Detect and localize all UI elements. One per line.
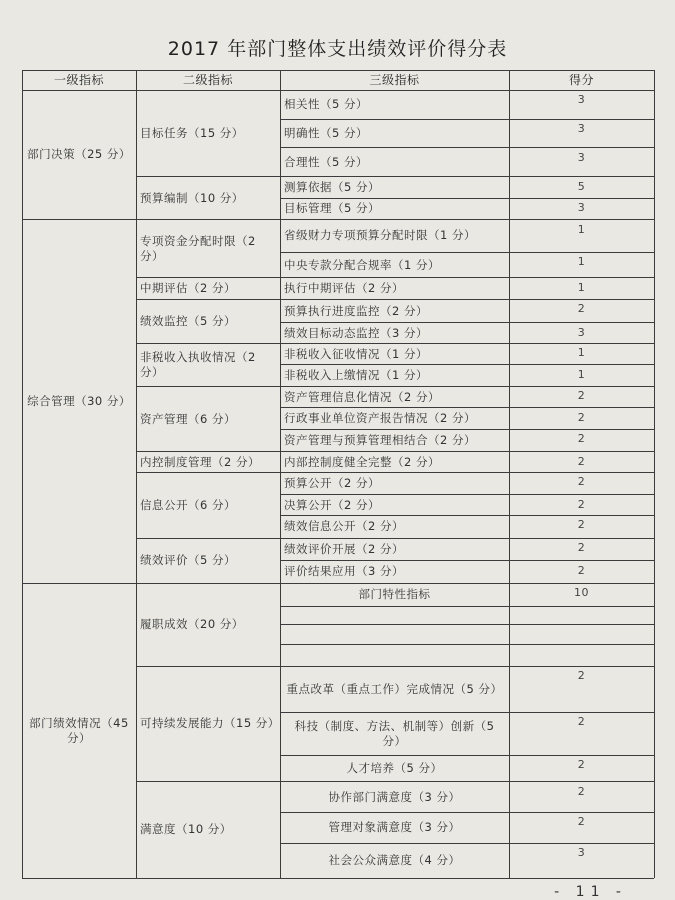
level2-indicator-text: 满意度（10 分） [140,822,232,837]
grid-line-vertical [509,583,510,607]
score-value [509,755,654,782]
score-value-text: 2 [577,563,586,577]
level2-indicator [136,278,280,300]
level2-indicator [136,538,280,583]
score-value-text: 1 [577,255,586,269]
score-value [509,583,654,607]
score-value [509,365,654,387]
header-level1 [22,70,136,90]
level3-indicator-text: 中央专款分配合规率（1 分） [284,257,440,272]
score-value-text: 3 [577,325,586,339]
grid-line-vertical [509,429,510,452]
level3-indicator-text: 明确性（5 分） [284,125,368,140]
level3-indicator [280,148,509,177]
score-value [509,119,654,148]
score-value [509,495,654,515]
level3-indicator-text: 绩效信息公开（2 分） [284,519,404,534]
level2-indicator-text: 非税收入执收情况（2 分） [140,349,256,379]
score-value [509,515,654,538]
level3-indicator-text: 合理性（5 分） [284,154,368,169]
score-value [509,666,654,712]
level2-indicator [136,782,280,878]
grid-line-vertical [509,90,510,119]
level2-indicator [136,386,280,452]
score-value [509,712,654,755]
score-value-text: 3 [577,150,586,164]
score-value-text: 2 [577,784,586,798]
grid-line-vertical [509,812,510,843]
page-number: - 11 - [554,884,627,900]
level2-indicator [136,177,280,220]
score-value [509,561,654,584]
score-value-text: 5 [577,179,586,193]
level3-indicator-text: 科技（制度、方法、机制等）创新（5 分） [294,718,495,748]
level2-indicator [136,452,280,472]
grid-line-vertical [509,782,510,813]
level3-indicator-text: 资产管理信息化情况（2 分） [284,389,440,404]
score-value-text: 3 [577,846,586,860]
grid-line-vertical [509,495,510,515]
grid-line-vertical [509,386,510,408]
level1-indicator [22,583,136,878]
score-value [509,198,654,220]
level3-indicator [280,386,509,408]
grid-line-vertical [509,252,510,278]
page-number-value: 11 [575,884,606,900]
score-value [509,843,654,878]
level2-indicator [136,299,280,343]
level3-indicator [280,198,509,220]
level2-indicator [136,90,280,176]
level3-indicator [280,220,509,253]
level3-indicator [280,119,509,148]
grid-line-vertical [509,323,510,343]
score-value-text: 1 [577,280,586,294]
level2-indicator-text: 资产管理（6 分） [140,411,236,426]
score-value-text: 2 [577,669,586,682]
level3-indicator [280,452,509,472]
level3-indicator [280,408,509,430]
level3-indicator-text: 相关性（5 分） [284,97,368,112]
grid-line-vertical [509,452,510,472]
level3-indicator [280,515,509,538]
score-value [509,252,654,278]
score-value-text: 2 [577,541,586,554]
level3-indicator [280,429,509,452]
header-score-text: 得分 [568,72,594,87]
score-value [509,90,654,119]
level3-indicator [280,538,509,561]
score-value-text: 2 [577,475,586,489]
level3-indicator [280,782,509,813]
grid-line-vertical [509,198,510,220]
level3-indicator [280,90,509,119]
level2-indicator-text: 内控制度管理（2 分） [140,454,260,469]
level2-indicator-text: 履职成效（20 分） [140,617,244,632]
level3-indicator [280,472,509,495]
score-value-text: 2 [577,497,586,511]
level2-indicator-text: 绩效监控（5 分） [140,313,236,328]
score-value [509,607,654,624]
level3-indicator [280,624,509,644]
level3-indicator-text: 重点改革（重点工作）完成情况（5 分） [286,681,503,696]
level1-indicator-text: 部门绩效情况（45 分） [29,715,129,745]
level2-indicator-text: 专项资金分配时限（2 分） [140,233,256,263]
level3-indicator-text: 非税收入上缴情况（1 分） [284,368,428,383]
level1-indicator [22,220,136,584]
level2-indicator [136,220,280,278]
score-value [509,624,654,644]
score-value-text: 2 [577,432,586,446]
header-level1-text: 一级指标 [53,72,104,87]
score-value [509,472,654,495]
score-value [509,343,654,365]
score-value-text: 2 [577,758,586,772]
level2-indicator-text: 目标任务（15 分） [140,125,244,140]
grid-line-vertical [509,299,510,323]
level3-indicator-text: 行政事业单位资产报告情况（2 分） [284,411,476,426]
header-score [509,70,654,90]
level3-indicator [280,495,509,515]
level3-indicator [280,278,509,300]
score-value-text: 2 [577,715,586,729]
level3-indicator [280,755,509,782]
level3-indicator-text: 执行中期评估（2 分） [284,281,404,296]
score-value-text: 2 [577,815,586,829]
level3-indicator-text: 预算公开（2 分） [284,476,380,491]
level2-indicator [136,343,280,386]
level3-indicator-text: 绩效评价开展（2 分） [284,541,404,556]
score-value [509,408,654,430]
score-value-text: 2 [577,518,586,532]
grid-line-vertical [509,624,510,644]
level3-indicator [280,343,509,365]
score-value-text: 2 [577,454,586,468]
level2-indicator [136,583,280,666]
level3-indicator-text: 测算依据（5 分） [284,179,380,194]
level3-indicator [280,712,509,755]
score-value-text: 3 [577,93,586,107]
score-value [509,299,654,323]
level3-indicator [280,252,509,278]
score-value [509,386,654,408]
score-value-text: 1 [577,222,586,236]
level1-indicator-text: 部门决策（25 分） [27,147,131,162]
score-value-text: 3 [577,201,586,214]
grid-line-vertical [509,712,510,755]
level3-indicator [280,645,509,667]
level3-indicator-text: 非税收入征收情况（1 分） [284,346,428,361]
grid-line-vertical [509,755,510,782]
page-title: 2017 年部门整体支出绩效评价得分表 [167,38,508,60]
grid-line-vertical [509,666,510,712]
grid-line-vertical [509,148,510,177]
grid-line-vertical [509,538,510,561]
score-value-text: 2 [577,389,586,403]
grid-line-vertical [509,843,510,878]
grid-line-vertical [509,343,510,365]
level3-indicator-text: 评价结果应用（3 分） [284,564,404,579]
grid-line-vertical [509,220,510,253]
level3-indicator-text: 预算执行进度监控（2 分） [284,303,428,318]
level1-indicator [22,90,136,219]
grid-line-vertical [509,278,510,300]
level2-indicator-text: 中期评估（2 分） [140,281,236,296]
level3-indicator [280,607,509,624]
level3-indicator [280,323,509,343]
score-value [509,148,654,177]
score-value [509,323,654,343]
level2-indicator-text: 绩效评价（5 分） [140,553,236,568]
level3-indicator [280,561,509,584]
score-value [509,177,654,199]
level3-indicator-text: 部门特性指标 [358,587,431,602]
level1-indicator-text: 综合管理（30 分） [27,393,131,408]
header-level3 [280,70,509,90]
level3-indicator-text: 内部控制度健全完整（2 分） [284,454,440,469]
level3-indicator-text: 绩效目标动态监控（3 分） [284,325,428,340]
level2-indicator [136,666,280,782]
level3-indicator [280,583,509,607]
grid-line-horizontal [22,878,654,879]
score-value-text: 10 [574,586,589,600]
score-table [22,70,654,878]
level2-indicator-text: 可持续发展能力（15 分） [140,716,280,731]
level2-indicator [136,472,280,538]
grid-line-vertical [509,365,510,387]
level3-indicator [280,812,509,843]
level3-indicator-text: 协作部门满意度（3 分） [328,789,461,804]
level2-indicator-text: 预算编制（10 分） [140,190,244,205]
header-level3-text: 三级指标 [369,72,420,87]
score-value-text: 1 [577,367,586,381]
level3-indicator [280,843,509,878]
score-value-text: 2 [577,302,586,316]
score-value [509,782,654,813]
score-value [509,278,654,300]
score-value [509,220,654,253]
level3-indicator [280,666,509,712]
level3-indicator-text: 决算公开（2 分） [284,497,380,512]
score-value [509,645,654,667]
score-value-text: 2 [577,410,586,424]
level3-indicator-text: 社会公众满意度（4 分） [328,853,461,868]
level2-indicator-text: 信息公开（6 分） [140,497,236,512]
grid-line-vertical [509,119,510,148]
score-value-text: 3 [577,122,586,136]
score-value [509,812,654,843]
level3-indicator-text: 管理对象满意度（3 分） [328,820,461,835]
grid-line-vertical [509,515,510,538]
header-level2-text: 二级指标 [182,72,233,87]
grid-line-vertical [509,177,510,199]
level3-indicator-text: 目标管理（5 分） [284,201,380,216]
level3-indicator [280,365,509,387]
level3-indicator-text: 省级财力专项预算分配时限（1 分） [284,228,476,243]
score-value-text: 1 [577,346,586,360]
level3-indicator-text: 人才培养（5 分） [346,760,443,775]
score-value [509,452,654,472]
grid-line-vertical [509,645,510,667]
grid-line-vertical [509,607,510,624]
grid-line-vertical [509,472,510,495]
grid-line-vertical [509,561,510,584]
grid-line-vertical [509,408,510,430]
level3-indicator [280,299,509,323]
level3-indicator [280,177,509,199]
score-value [509,538,654,561]
header-level2 [136,70,280,90]
score-value [509,429,654,452]
level3-indicator-text: 资产管理与预算管理相结合（2 分） [284,433,476,448]
